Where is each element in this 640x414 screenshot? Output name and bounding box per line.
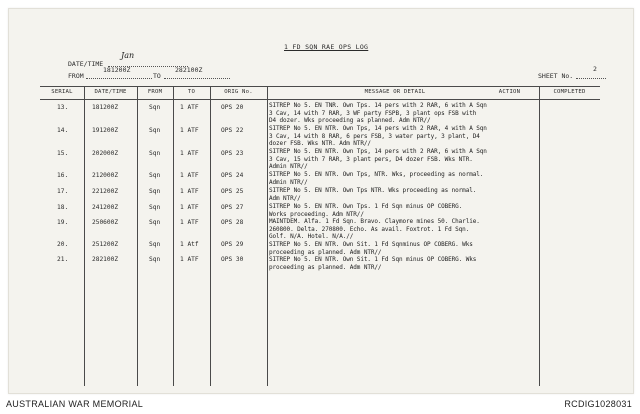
col-divider: [173, 86, 174, 386]
month-handwritten: Jan: [121, 51, 135, 60]
serial-cell: 21.: [57, 256, 69, 263]
date-time-label: DATE/TIME: [68, 60, 104, 68]
table-top-rule: [40, 86, 600, 87]
archive-footer-left: AUSTRALIAN WAR MEMORIAL: [6, 399, 144, 409]
sheet-dots: [576, 78, 606, 79]
header-orig-no: ORIG No.: [224, 89, 253, 95]
to-cell: 1 ATF: [180, 188, 199, 195]
header-to: TO: [187, 89, 196, 95]
from-dots: [86, 78, 152, 79]
from-cell: Sqn: [149, 172, 161, 179]
from-cell: Sqn: [149, 104, 161, 111]
datetime-cell: 212000Z: [92, 172, 119, 179]
to-value: 282100Z: [175, 66, 203, 74]
message-cell: SITREP No 5. EN NTR. Own Tps NTR. Wks proceeding as normal. Adm NTR//: [269, 187, 477, 202]
message-cell: SITREP No 5. EN NTR. Own Tps, NTR. Wks, proceeding as normal. Admin NTR//: [269, 171, 484, 186]
to-cell: 1 ATF: [180, 204, 199, 211]
col-divider: [539, 86, 540, 386]
col-divider: [84, 86, 85, 386]
ops-log-table: [40, 86, 600, 386]
orig-cell: OPS 25: [221, 188, 244, 195]
datetime-cell: 251200Z: [92, 241, 119, 248]
col-divider: [267, 86, 268, 386]
to-cell: 1 ATF: [180, 104, 199, 111]
header-message: MESSAGE OR DETAIL: [364, 89, 426, 95]
serial-cell: 19.: [57, 219, 69, 226]
to-cell: 1 Atf: [180, 241, 199, 248]
datetime-cell: 250600Z: [92, 219, 119, 226]
from-cell: Sqn: [149, 127, 161, 134]
from-value: 181200Z: [103, 66, 131, 74]
header-rule: [40, 99, 600, 100]
col-divider: [210, 86, 211, 386]
message-cell: SITREP No 5. EN NTR. Own Tps, 14 pers with 2 RAR, 4 with A Sqn 3 Cav, 14 with 8 RAR, 6 pers FSB, 3 water party, 3 plant, D4 dozer FSB. Wks NTR. Adm NTR//: [269, 125, 487, 148]
orig-cell: OPS 29: [221, 241, 244, 248]
serial-cell: 16.: [57, 172, 69, 179]
from-cell: Sqn: [149, 188, 161, 195]
datetime-cell: 191200Z: [92, 127, 119, 134]
message-cell: SITREP No 5. EN NTR. Own Tps. 1 Fd Sqn minus OP COBERG. Works proceeding. Adm NTR//: [269, 203, 463, 218]
from-cell: Sqn: [149, 219, 161, 226]
header-action: ACTION: [498, 89, 521, 95]
orig-cell: OPS 28: [221, 219, 244, 226]
from-cell: Sqn: [149, 150, 161, 157]
serial-cell: 18.: [57, 204, 69, 211]
log-title: 1 FD SQN RAE OPS LOG: [284, 43, 369, 51]
to-cell: 1 ATF: [180, 150, 199, 157]
orig-cell: OPS 23: [221, 150, 244, 157]
archive-footer-right: RCDIG1028031: [564, 399, 632, 409]
sheet-label: SHEET No.: [538, 72, 574, 80]
orig-cell: OPS 24: [221, 172, 244, 179]
sheet-value: 2: [593, 65, 597, 73]
message-cell: SITREP No 5. EN NTR. Own Sit. 1 Fd Sqn minus OP COBERG. Wks proceeding as planned. Adm NTR//: [269, 256, 477, 271]
from-cell: Sqn: [149, 241, 161, 248]
serial-cell: 17.: [57, 188, 69, 195]
datetime-cell: 282100Z: [92, 256, 119, 263]
datetime-cell: 221200Z: [92, 188, 119, 195]
to-cell: 1 ATF: [180, 127, 199, 134]
col-divider: [137, 86, 138, 386]
orig-cell: OPS 22: [221, 127, 244, 134]
orig-cell: OPS 27: [221, 204, 244, 211]
serial-cell: 14.: [57, 127, 69, 134]
from-cell: Sqn: [149, 256, 161, 263]
orig-cell: OPS 30: [221, 256, 244, 263]
message-cell: SITREP No 5. EN TNR. Own Tps. 14 pers with 2 RAR, 6 with A Sqn 3 Cav, 14 with 7 RAR, 3 WF party FSPB, 3 plant ops FSB with D4 dozer. Wks proceeding as planned. Adm NTR//: [269, 102, 487, 125]
serial-cell: 13.: [57, 104, 69, 111]
orig-cell: OPS 20: [221, 104, 244, 111]
to-cell: 1 ATF: [180, 256, 199, 263]
datetime-cell: 202000Z: [92, 150, 119, 157]
serial-cell: 20.: [57, 241, 69, 248]
header-datetime: DATE/TIME: [94, 89, 127, 95]
serial-cell: 15.: [57, 150, 69, 157]
header-completed: COMPLETED: [553, 89, 586, 95]
to-dots: [164, 78, 230, 79]
to-cell: 1 ATF: [180, 172, 199, 179]
datetime-cell: 241200Z: [92, 204, 119, 211]
message-cell: SITREP No 5. EN NTR. Own Tps, 14 pers with 2 RAR, 6 with A Sqn 3 Cav, 15 with 7 RAR, 3 plant pers, D4 dozer FSB. Wks NTR. Admin NTR//: [269, 148, 487, 171]
to-label: TO: [153, 72, 161, 80]
datetime-cell: 181200Z: [92, 104, 119, 111]
message-cell: MAINTDEM. Alfa. 1 Fd Sqn. Bravo. Claymore mines 50. Charlie. 260800. Delta. 270800. Echo. As avail. Foxtrot. 1 Fd Sqn. Golf. N/A. Hotel. N/A.//: [269, 218, 480, 241]
to-cell: 1 ATF: [180, 219, 199, 226]
from-label: FROM: [68, 72, 84, 80]
header-serial: SERIAL: [51, 89, 73, 95]
message-cell: SITREP No 5. EN NTR. Own Sit. 1 Fd Sqnminus OP COBERG. Wks proceeding as planned. Adm NTR//: [269, 241, 473, 256]
header-from: FROM: [147, 89, 163, 95]
from-cell: Sqn: [149, 204, 161, 211]
